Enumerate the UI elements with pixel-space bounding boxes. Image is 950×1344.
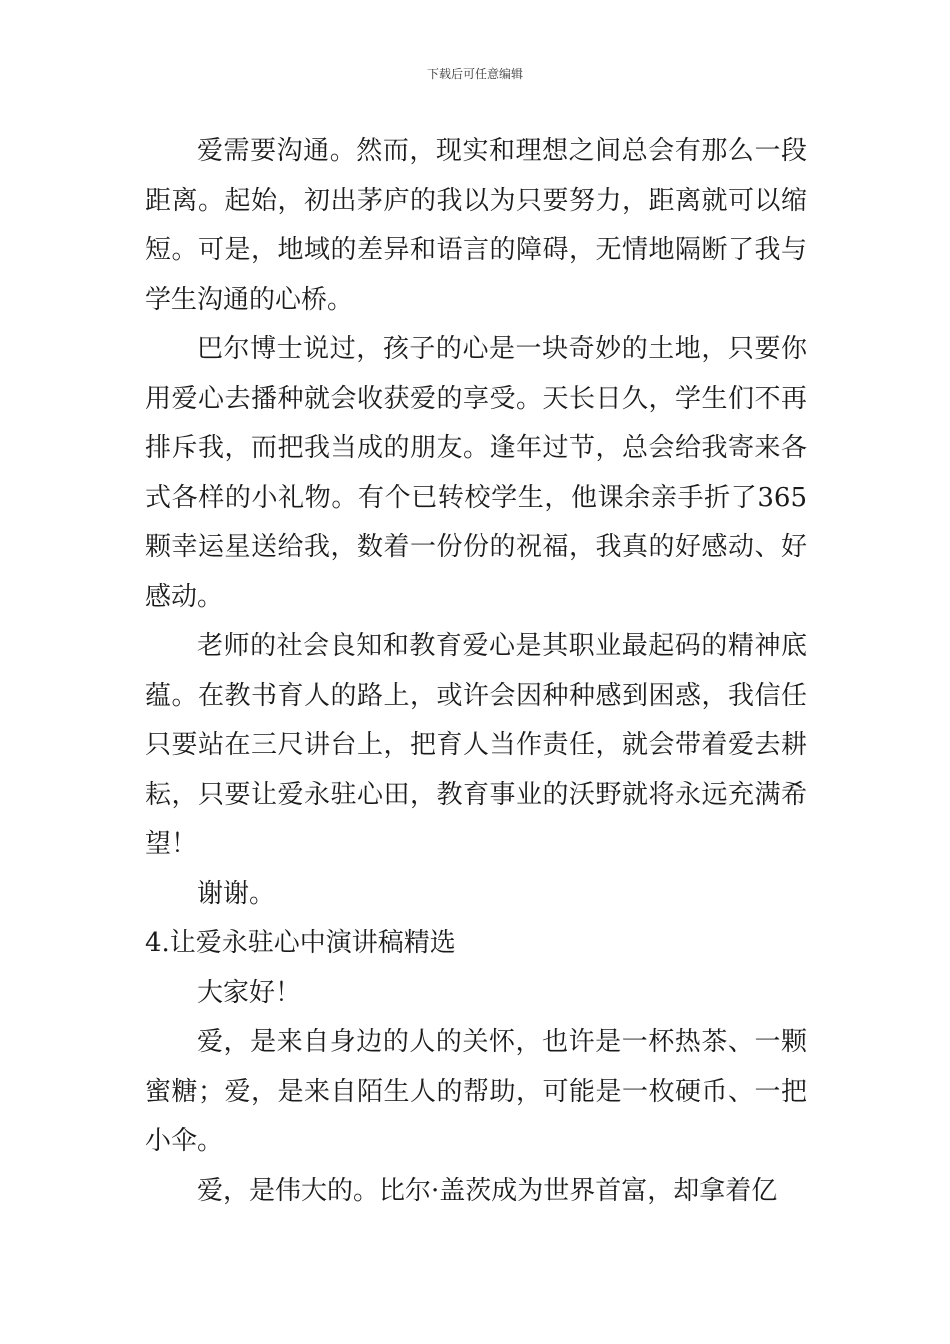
paragraph-dr-bar: 巴尔博士说过，孩子的心是一块奇妙的土地，只要你用爱心去播种就会收获爱的享受。天长日久，学生们不再排斥我，而把我当成的朋友。逢年过节，总会给我寄来各式各样的小礼物。有个已转校学生，他课余亲手折了365颗幸运星送给我，数着一份份的祝福，我真的好感动、好感动。 <box>145 334 807 612</box>
page-header: 下载后可任意编辑 <box>426 67 523 81</box>
paragraph-love-care: 爱，是来自身边的人的关怀，也许是一杯热茶、一颗蜜糖；爱，是来自陌生人的帮助，可能是一枚硬币、一把小伞。 <box>145 1027 807 1156</box>
paragraph-thanks: 谢谢。 <box>197 878 276 909</box>
section-heading: 4.让爱永驻心中演讲稿精选 <box>145 928 456 958</box>
paragraph-love-great: 爱，是伟大的。比尔·盖茨成为世界首富，却拿着亿 <box>197 1175 778 1206</box>
paragraph-communication: 爱需要沟通。然而，现实和理想之间总会有那么一段距离。起始，初出茅庐的我以为只要努力，距离就可以缩短。可是，地域的差异和语言的障碍，无情地隔断了我与学生沟通的心桥。 <box>145 136 807 315</box>
document-body <box>145 127 807 1216</box>
paragraph-greeting: 大家好！ <box>197 977 302 1008</box>
paragraph-teacher-conscience: 老师的社会良知和教育爱心是其职业最起码的精神底蕴。在教书育人的路上，或许会因种种感到困惑，我信任只要站在三尺讲台上，把育人当作责任，就会带着爱去耕耘，只要让爱永驻心田，教育事业的沃野就将永远充满希望！ <box>145 631 807 859</box>
